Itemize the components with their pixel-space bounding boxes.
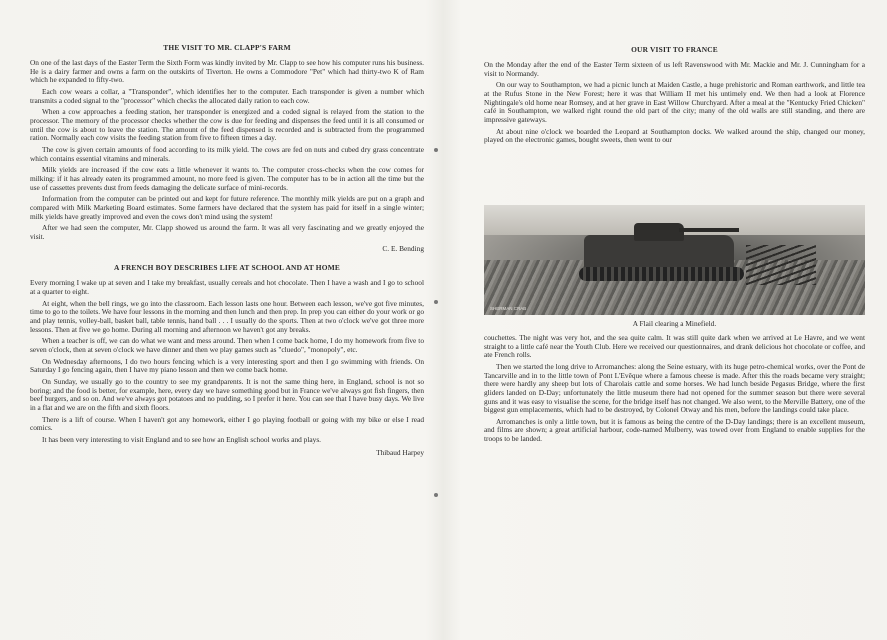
paragraph: Then we started the long drive to Arromanches: along the Seine estuary, with its huge petro-chemical works, over the Pont de Tancarville and in to the little town of Pont L'Evêque where a famous cheese is made. After this the roads became very straight; there were hardly any sheep but lots of Charolais cattle and some horses. We had lunch beside Pegasus Bridge, where the first gliders landed on D-Day; unfortunately the little museum there had not opened for the summer season but there were several guns and it was easy to visualise the scene, for the bridge itself has not changed. We also went, to the Merville Battery, one of the biggest gun emplacements, which had to be destroyed, by Colonel Otway and his men, before the landings could take place.: [484, 361, 865, 415]
paragraph: On Sunday, we usually go to the country to see my grandparents. It is not the same thing here, in England, school is not so boring; and the food is better, for example, here, every day we have something good but in France we've always got fish fingers, then beef burgers, and so on. And we've always got potatoes and no pudding, so I prefer it here. You can see that I have busy days. We live in a flat and we are on the fifth and sixth floors.: [30, 377, 424, 412]
paragraph: Every morning I wake up at seven and I take my breakfast, usually cereals and hot chocolate. Then I have a wash and I go to school at a quarter to eight.: [30, 278, 424, 297]
tank-photo: [484, 205, 865, 315]
paragraph: On the Monday after the end of the Easter Term sixteen of us left Ravenswood with Mr. Mackie and Mr. J. Cunningham for a visit to Normandy.: [484, 60, 865, 78]
paragraph: At about nine o'clock we boarded the Leopard at Southampton docks. We walked around the ship, changed our money, played on the electronic games, bought sweets, then went to our: [484, 126, 865, 145]
photo-figure: [484, 205, 865, 328]
paragraph: Arromanches is only a little town, but it is famous as being the centre of the D-Day landings; there is an excellent museum, and films are shown; a great artificial harbour, code-named Mulberry, was towed over from England to enable supplies for the troops to be landed.: [484, 416, 865, 444]
author-signature: Thibaud Harpey: [376, 447, 424, 457]
paragraph: Milk yields are increased if the cow eats a little whenever it wants to. The computer cross-checks when the cow comes for milking: if it has already eaten its programmed amount, no more feed is given. The computer has to be in action all the time but the use of cassettes prevents dust from feeds damaging the delicate surface of mini-records.: [30, 165, 424, 192]
paragraph: It has been very interesting to visit England and to see how an English school works and plays.: [42, 434, 322, 444]
paragraph: On one of the last days of the Easter Term the Sixth Form was kindly invited by Mr. Clapp to see how his computer runs his business. He is a dairy farmer and owns a farm on the outskirts of Tiverton. He owns a Commodore "Pet" which had thirty-two K of Ram which he expanded to fifty-two.: [30, 58, 424, 85]
photo-label: SHERMAN CRAB: [490, 305, 527, 311]
article-clapps-farm: [30, 43, 424, 253]
binding-hole: [434, 148, 438, 152]
article-french-boy: [30, 263, 424, 456]
paragraph: At eight, when the bell rings, we go into the classroom. Each lesson lasts one hour. Between each lesson, we've got five minutes, time to go to the toilets. We have four lessons in the morning and then lunch and then prep. In prep you can either do your work or go and play tennis, volley-ball, basket ball, table tennis, hand ball . . . I usually do the sports. Then at two o'clock we've got three more lessons. Then at five we go home. During all morning and afternoon we haven't got any breaks.: [30, 298, 424, 334]
author-signature: C. E. Bending: [382, 244, 424, 254]
paragraph: There is a lift of course. When I haven't got any homework, either I go playing football or going with my bike or else I read comics.: [30, 414, 424, 433]
paragraph: couchettes. The night was very hot, and the sea quite calm. It was still quite dark when we arrived at Le Havre, and we went straight to a little café near the Youth Club. Here we received our questionnaires, and drank delicious hot chocolate or coffee, and ate French rolls.: [484, 332, 865, 360]
paragraph: The cow is given certain amounts of food according to its milk yield. The cows are fed on nuts and cubed dry grass concentrate which contains essential vitamins and minerals.: [30, 144, 424, 163]
paragraph: Information from the computer can be printed out and kept for future reference. The monthly milk yields are put on a graph and compared with Milk Marketing Board estimates. Some farmers have declared that the system has paid for itself in a single winter; milk yields have greatly improved and even the cows don't mind using the system!: [30, 194, 424, 221]
article-title: OUR VISIT TO FRANCE: [631, 45, 718, 54]
binding-hole: [434, 493, 438, 497]
binding-hole: [434, 300, 438, 304]
paragraph: On our way to Southampton, we had a picnic lunch at Maiden Castle, a huge prehistoric and Roman earthwork, and little tea at the Rufus Stone in the New Forest; here it was that William II met his untimely end. We then had a look at Florence Nightingale's old home near Romsey, and at her grave in East Willow Churchyard. After a meal at the "Kentucky Fried Chicken" café in Southampton, we walked right round the old part of the city; many of the old walls are still standing, and there are impressive gateways.: [484, 80, 865, 124]
photo-caption: A Flail clearing a Minefield.: [632, 318, 717, 328]
article-title: A FRENCH BOY DESCRIBES LIFE AT SCHOOL AND AT HOME: [113, 263, 341, 273]
paragraph: When a teacher is off, we can do what we want and mess around. Then when I come back home, I do my homework from five to seven o'clock, then at seven o'clock we have dinner and then we play games such as "cluedo", "monopoly", etc.: [30, 336, 424, 355]
article-title: THE VISIT TO MR. CLAPP'S FARM: [163, 43, 291, 52]
paragraph: On Wednesday afternoons, I do two hours fencing which is a very interesting sport and then I go swimming with friends. On Saturday I go fencing again, then I have my piano lesson and then we come back home.: [30, 356, 424, 375]
paragraph: Each cow wears a collar, a "Transponder", which identifies her to the computer. Each transponder is given a number which transmits a coded signal to the "processor" which checks the allocated daily ration to each cow.: [30, 86, 424, 105]
right-page: [444, 0, 887, 640]
paragraph: When a cow approaches a feeding station, her transponder is energized and a coded signal is relayed from the station to the processor. The memory of the processor checks whether the cow is due for feeding and dispenses the feed until it is all consumed or until the cow is about to leave the station. The amount of the feed dispensed is recorded and is subtracted from the programmed ration. Normally each cow visits the feeding station from five to fifteen times a day.: [30, 107, 424, 143]
paragraph: After we had seen the computer, Mr. Clapp showed us around the farm. It was all very fascinating and we greatly enjoyed the visit.: [30, 223, 424, 241]
article-visit-to-france: [484, 45, 865, 444]
